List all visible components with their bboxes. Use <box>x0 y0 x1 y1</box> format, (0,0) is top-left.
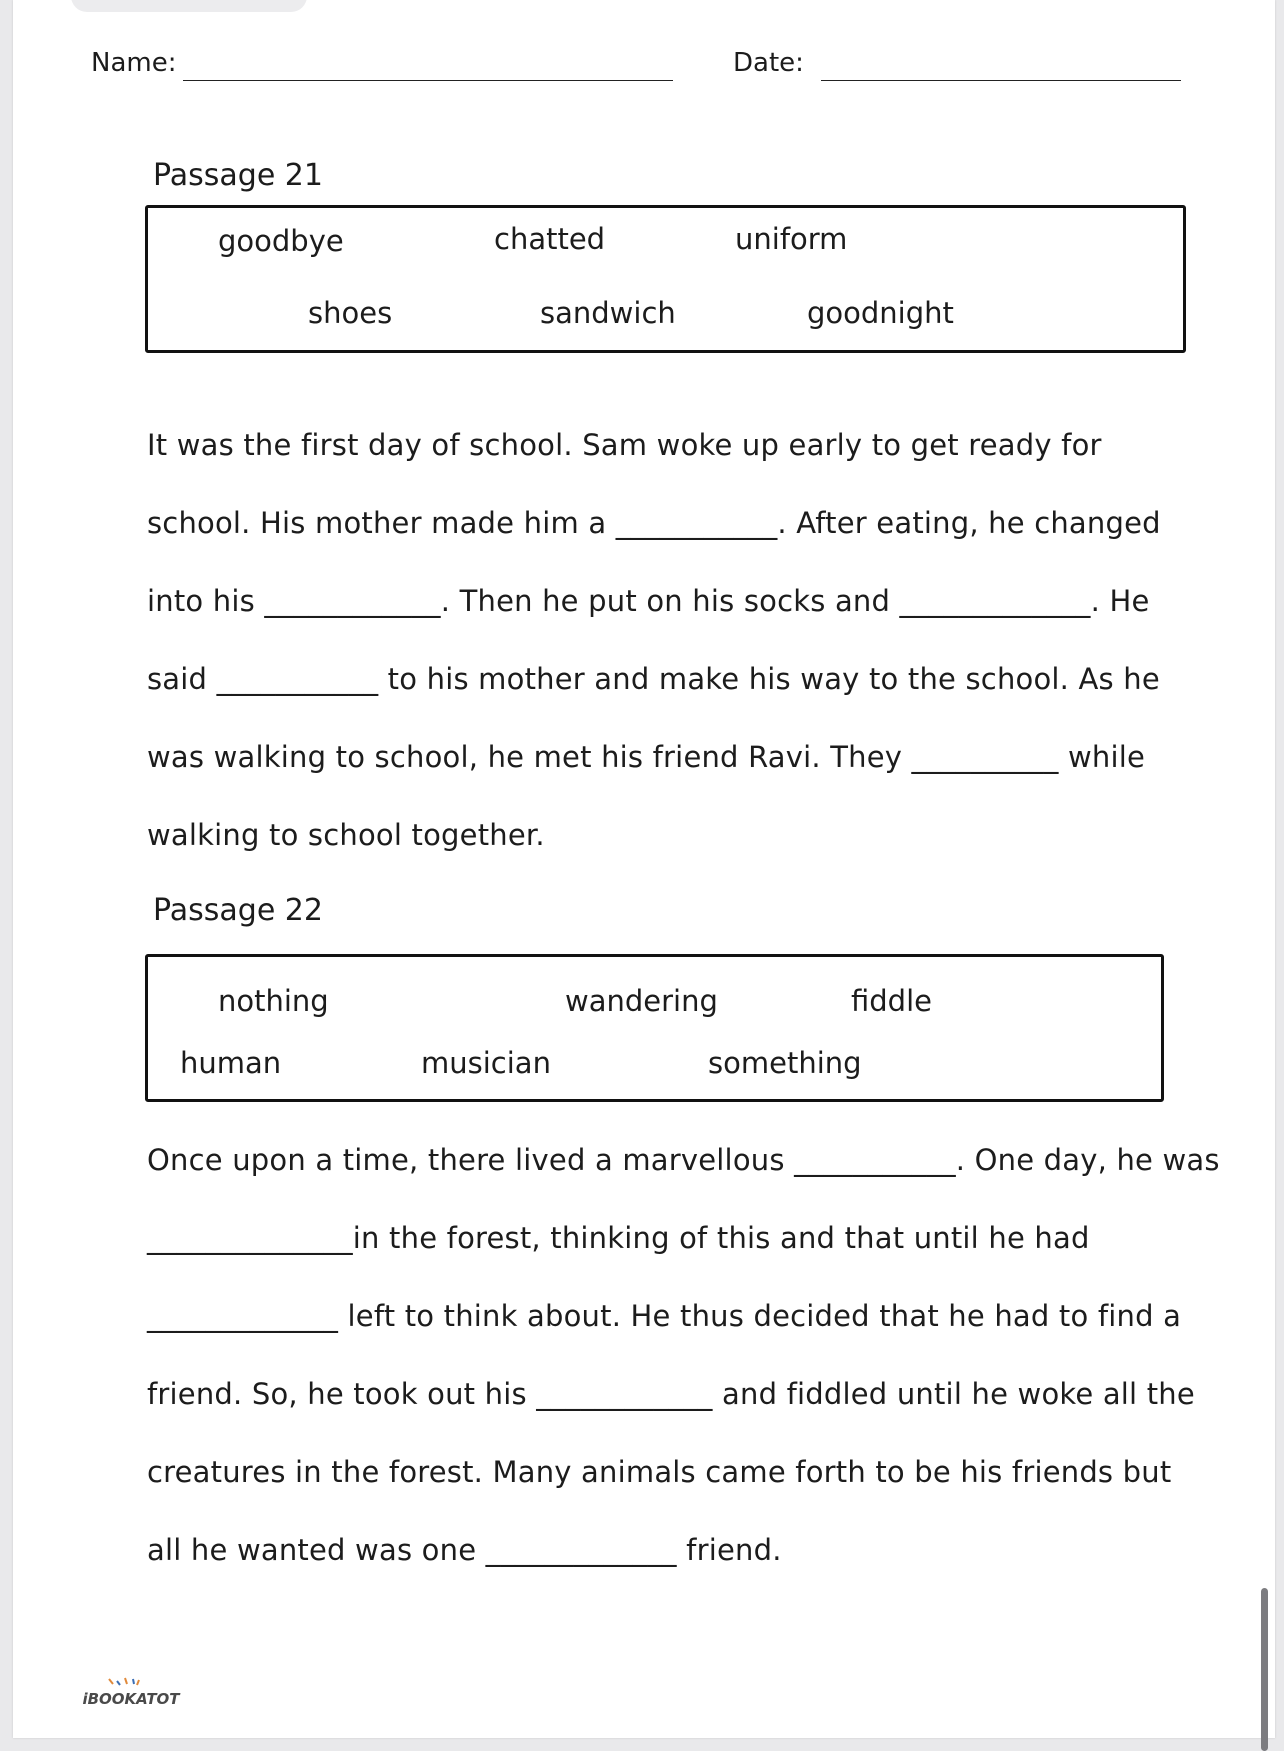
word-bank-word: chatted <box>494 222 606 256</box>
date-label: Date: <box>733 48 804 78</box>
word-bank-word: uniform <box>735 222 848 256</box>
passage-22-title: Passage 22 <box>153 893 323 928</box>
passage-22-line: friend. So, he took out his ____________ and fiddled until he woke all the <box>147 1377 1195 1411</box>
word-bank-word: fiddle <box>851 984 932 1018</box>
name-line <box>183 80 673 81</box>
worksheet-page <box>13 0 1275 1738</box>
passage-21-title: Passage 21 <box>153 158 323 193</box>
passage-21-line: said ___________ to his mother and make his way to the school. As he <box>147 662 1160 696</box>
word-bank-word: wandering <box>565 984 718 1018</box>
ibookatot-logo <box>79 1675 183 1711</box>
passage-22-line: all he wanted was one _____________ friend. <box>147 1533 782 1567</box>
word-bank-word: nothing <box>218 984 329 1018</box>
passage-22-line: creatures in the forest. Many animals came forth to be his friends but <box>147 1455 1172 1489</box>
passage-21-line: into his ____________. Then he put on his socks and _____________. He <box>147 584 1150 618</box>
passage-21-line: school. His mother made him a ___________. After eating, he changed <box>147 506 1161 540</box>
word-bank-word: something <box>708 1046 862 1080</box>
date-line <box>821 80 1181 81</box>
top-tab <box>71 0 307 12</box>
passage-22-line: ______________in the forest, thinking of this and that until he had <box>147 1221 1090 1255</box>
passage-22-word-bank <box>145 954 1164 1102</box>
word-bank-word: musician <box>421 1046 551 1080</box>
word-bank-word: shoes <box>308 296 393 330</box>
passage-21-line: It was the first day of school. Sam woke up early to get ready for <box>147 428 1102 462</box>
passage-21-line: walking to school together. <box>147 818 545 852</box>
name-label: Name: <box>91 48 177 78</box>
passage-21-word-bank <box>145 205 1186 353</box>
passage-21-line: was walking to school, he met his friend Ravi. They __________ while <box>147 740 1146 774</box>
passage-22-line: _____________ left to think about. He thus decided that he had to find a <box>147 1299 1182 1333</box>
scrollbar[interactable] <box>1261 1588 1268 1751</box>
word-bank-word: human <box>180 1046 282 1080</box>
passage-22-line: Once upon a time, there lived a marvellous ___________. One day, he was <box>147 1143 1220 1177</box>
word-bank-word: goodbye <box>218 224 344 258</box>
logo-text: iBOOKATOT <box>82 1690 180 1708</box>
word-bank-word: goodnight <box>807 296 954 330</box>
word-bank-word: sandwich <box>540 296 676 330</box>
